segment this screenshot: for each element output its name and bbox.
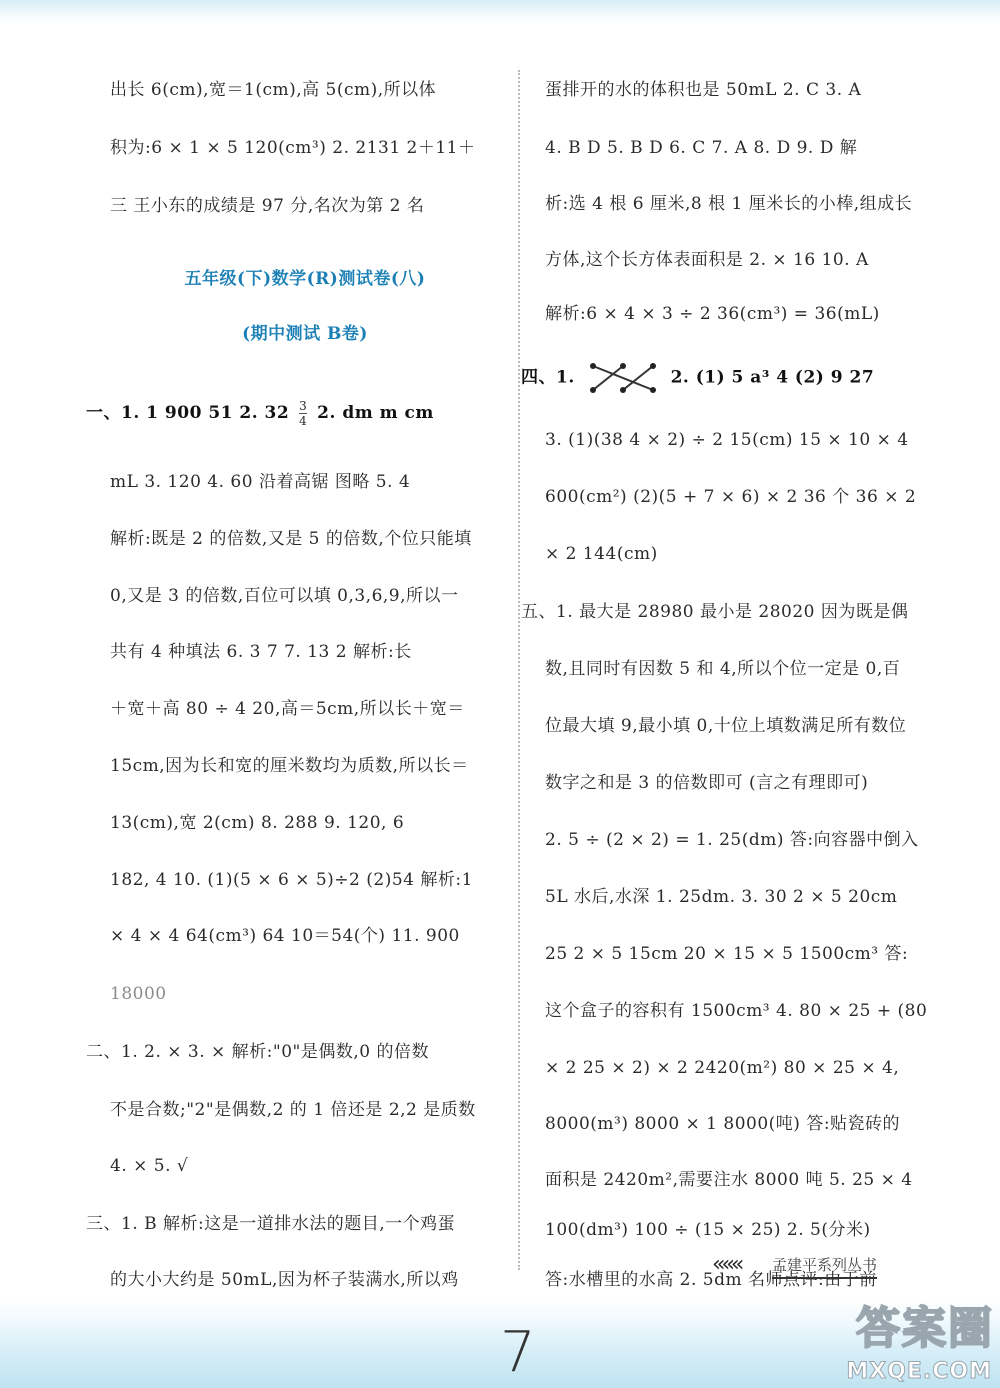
page-number: 7: [500, 1320, 536, 1385]
answer-line: 这个盒子的容积有 1500cm³ 4. 80 × 25 + (80: [545, 1001, 928, 1021]
answer-line: 共有 4 种填法 6. 3 7 7. 13 2 解析:长: [110, 642, 412, 662]
answer-line: 2. 5 ÷ (2 × 2) = 1. 25(dm) 答:向容器中倒入: [545, 830, 919, 850]
arrow-feathers-icon: «««: [712, 1252, 741, 1277]
footer-series-text: 孟建平系列丛书: [772, 1254, 877, 1279]
match-dot: [620, 387, 626, 393]
answer-line: 8000(m³) 8000 × 1 8000(吨) 答:贴瓷砖的: [545, 1114, 901, 1134]
answer-line: 数字之和是 3 的倍数即可 (言之有理即可): [545, 773, 869, 793]
answer-line: 25 2 × 5 15cm 20 × 15 × 5 1500cm³ 答:: [545, 944, 909, 964]
answer-line: × 4 × 4 64(cm³) 64 10＝54(个) 11. 900: [110, 926, 460, 946]
top-tint-band: [0, 0, 1000, 24]
answer-line: 18000: [110, 984, 167, 1004]
answer-text: 2. (1) 5 a³ 4 (2) 9 27: [670, 367, 875, 388]
answer-line: mL 3. 120 4. 60 沿着高锯 图略 5. 4: [110, 472, 411, 492]
answer-line: 182, 4 10. (1)(5 × 6 × 5)÷2 (2)54 解析:1: [110, 870, 473, 890]
answer-text: 四、1.: [521, 367, 575, 388]
match-dot: [590, 387, 596, 393]
answer-line: 4. × 5. √: [110, 1156, 189, 1176]
answer-line: 位最大填 9,最小填 0,十位上填数满足所有数位: [545, 716, 907, 736]
answer-line: 解析:6 × 4 × 3 ÷ 2 36(cm³) = 36(mL): [545, 304, 880, 324]
footer-brand: [712, 1248, 1000, 1288]
match-dot: [650, 387, 656, 393]
answer-line: 100(dm³) 100 ÷ (15 × 25) 2. 5(分米): [545, 1220, 871, 1240]
test-title: 五年级(下)数学(R)测试卷(八): [184, 269, 426, 289]
answer-line-section-3: 三、1. B 解析:这是一道排水法的题目,一个鸡蛋: [86, 1214, 456, 1234]
answer-line: 5L 水后,水深 1. 25dm. 3. 30 2 × 5 20cm: [545, 887, 898, 907]
match-dot: [590, 363, 596, 369]
match-line: [593, 366, 623, 390]
answer-line: 数,且同时有因数 5 和 4,所以个位一定是 0,百: [545, 659, 901, 679]
answer-line: 解析:既是 2 的倍数,又是 5 的倍数,个位只能填: [110, 529, 472, 549]
matching-lines-figure: [587, 360, 659, 396]
answer-line: 三 王小东的成绩是 97 分,名次为第 2 名: [110, 196, 425, 216]
match-dot: [620, 363, 626, 369]
answer-line: 3. (1)(38 4 × 2) ÷ 2 15(cm) 15 × 10 × 4: [545, 430, 909, 450]
match-line: [593, 366, 653, 390]
answer-line: 的大小大约是 50mL,因为杯子装满水,所以鸡: [110, 1270, 459, 1290]
answer-line: 出长 6(cm),宽＝1(cm),高 5(cm),所以体: [110, 80, 437, 100]
answer-line: 0,又是 3 的倍数,百位可以填 0,3,6,9,所以一: [110, 586, 459, 606]
answer-line: 不是合数;"2"是偶数,2 的 1 倍还是 2,2 是质数: [110, 1100, 476, 1120]
watermark-url: MXQE.COM: [846, 1359, 992, 1384]
answer-line: 析:选 4 根 6 厘米,8 根 1 厘米长的小棒,组成长: [545, 194, 913, 214]
answer-line-section-5: 五、1. 最大是 28980 最小是 28020 因为既是偶: [521, 602, 909, 622]
fraction-numerator: 3: [299, 399, 308, 413]
answer-line: 方体,这个长方体表面积是 2. × 16 10. A: [545, 250, 869, 270]
answer-line: 4. B D 5. B D 6. C 7. A 8. D 9. D 解: [545, 138, 858, 158]
answer-line: 15cm,因为长和宽的厘米数均为质数,所以长＝: [110, 756, 469, 776]
column-divider: [518, 70, 520, 1270]
match-line: [623, 366, 653, 390]
fraction-denominator: 4: [299, 414, 308, 428]
answer-line: × 2 25 × 2) × 2 2420(m²) 80 × 25 × 4,: [545, 1058, 900, 1078]
answer-line-section-2: 二、1. 2. × 3. × 解析:"0"是偶数,0 的倍数: [86, 1042, 429, 1062]
answer-line: 积为:6 × 1 × 5 120(cm³) 2. 2131 2＋11＋: [110, 138, 476, 158]
answer-line: 面积是 2420m²,需要注水 8000 吨 5. 25 × 4: [545, 1170, 913, 1190]
answer-line: ＋宽＋高 80 ÷ 4 20,高＝5cm,所以长＋宽＝: [110, 699, 465, 719]
test-subtitle: (期中测试 B卷): [242, 324, 368, 344]
answer-line: × 2 144(cm): [545, 544, 658, 564]
answer-line: 蛋排开的水的体积也是 50mL 2. C 3. A: [545, 80, 862, 100]
watermark-logo: 答案圈: [856, 1303, 994, 1354]
watermark: [822, 1292, 1000, 1388]
answer-text: 2. dm m cm: [317, 403, 434, 423]
fraction: [299, 400, 307, 427]
answer-line: 13(cm),宽 2(cm) 8. 288 9. 120, 6: [110, 813, 405, 833]
answer-line: 600(cm²) (2)(5 + 7 × 6) × 2 36 个 36 × 2: [545, 487, 917, 507]
match-dot: [650, 363, 656, 369]
answer-line-section-1: [86, 400, 434, 427]
answer-text: 一、1. 1 900 51 2. 32: [86, 403, 290, 423]
answer-line: 答:水槽里的水高 2. 5dm 名师点评:由于前: [545, 1270, 877, 1290]
answer-line-section-4: [521, 360, 874, 396]
